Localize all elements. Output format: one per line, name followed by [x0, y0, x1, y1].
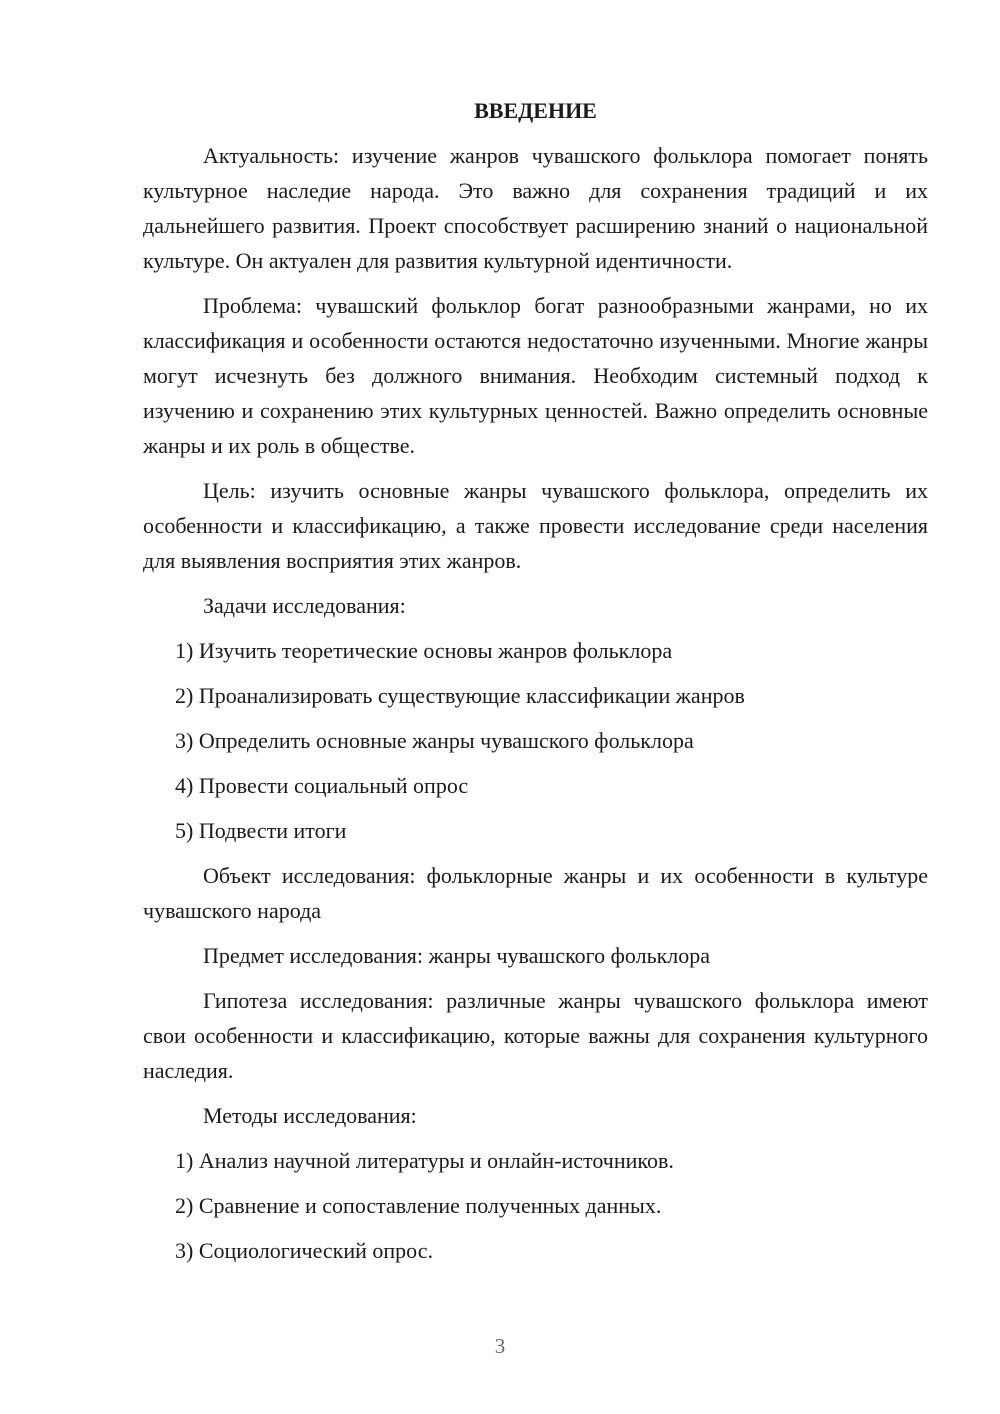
list-item: 1) Изучить теоретические основы жанров фольклора — [175, 638, 673, 663]
tasks-label: Задачи исследования: — [203, 593, 406, 618]
paragraph-relevance: Актуальность: изучение жанров чувашского фольклора помогает понять культурное наследие народа. Это важно для сохранения традиций и их дальнейшего развития. Проект способствует расширению знаний о национальной культуре. Он актуален для развития культурной идентичности. — [143, 143, 928, 273]
paragraph-object: Объект исследования: фольклорные жанры и их особенности в культуре чувашского народа — [143, 863, 928, 923]
paragraph-problem: Проблема: чувашский фольклор богат разнообразными жанрами, но их классификация и особенности остаются недостаточно изученными. Многие жанры могут исчезнуть без должного внимания. Необходим системный подход к изучению и сохранению этих культурных ценностей. Важно определить основные жанры и их роль в обществе. — [143, 293, 928, 458]
paragraph-hypothesis: Гипотеза исследования: различные жанры чувашского фольклора имеют свои особенности и классификацию, которые важны для сохранения культурного наследия. — [143, 988, 928, 1083]
list-item: 2) Сравнение и сопоставление полученных данных. — [175, 1193, 662, 1218]
methods-label: Методы исследования: — [203, 1103, 417, 1128]
list-item: 4) Провести социальный опрос — [175, 773, 469, 798]
page-title: ВВЕДЕНИЕ — [474, 98, 597, 123]
paragraph-subject: Предмет исследования: жанры чувашского фольклора — [203, 943, 711, 968]
page-content — [143, 96, 928, 1278]
methods-list — [143, 1143, 928, 1268]
paragraph-goal: Цель: изучить основные жанры чувашского фольклора, определить их особенности и классификацию, а также провести исследование среди населения для выявления восприятия этих жанров. — [143, 478, 928, 573]
list-item: 3) Социологический опрос. — [175, 1238, 433, 1263]
tasks-list — [143, 633, 928, 848]
page-number: 3 — [494, 1334, 506, 1358]
list-item: 2) Проанализировать существующие классификации жанров — [175, 683, 745, 708]
list-item: 3) Определить основные жанры чувашского фольклора — [175, 728, 694, 753]
list-item: 1) Анализ научной литературы и онлайн-источников. — [175, 1148, 674, 1173]
list-item: 5) Подвести итоги — [175, 818, 347, 843]
